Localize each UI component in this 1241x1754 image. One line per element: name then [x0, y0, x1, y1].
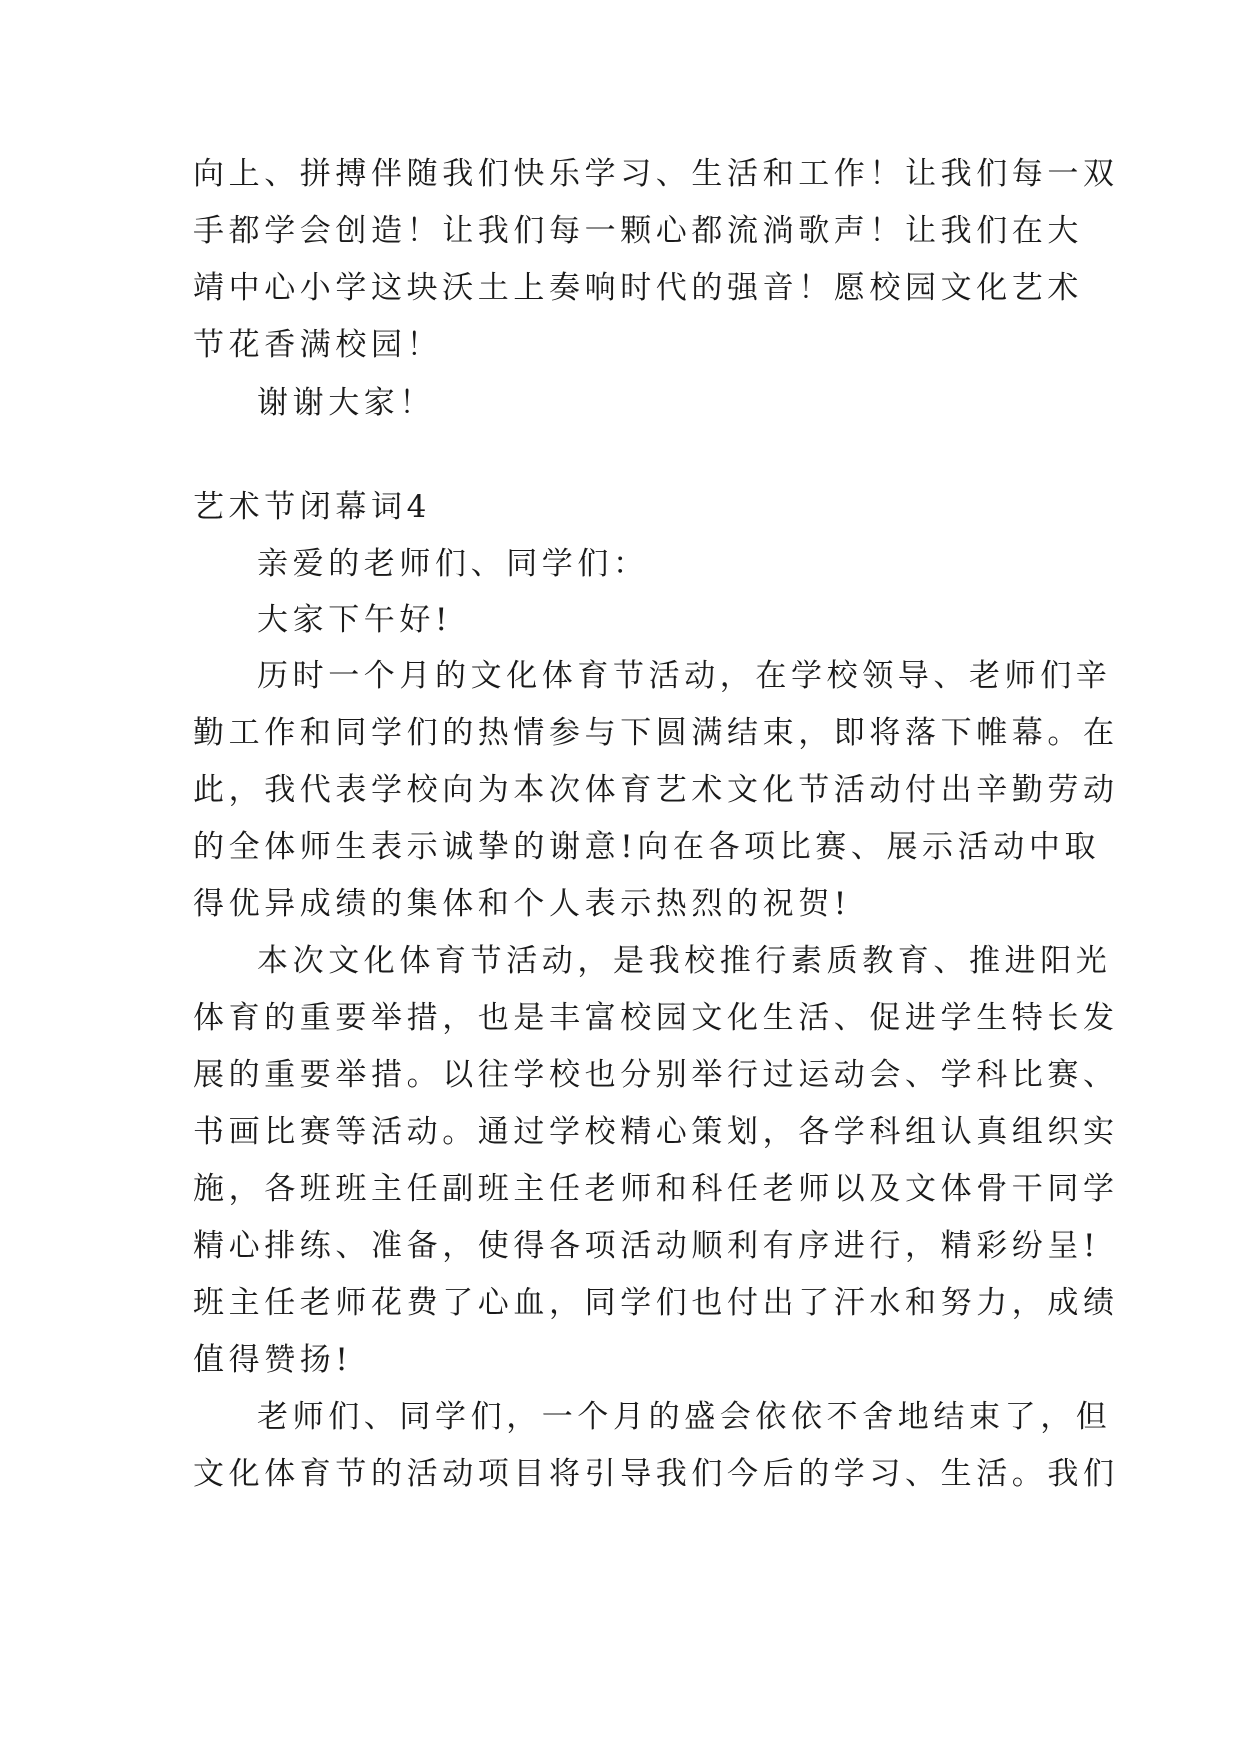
text-line: 精心排练、准备，使得各项活动顺利有序进行，精彩纷呈! [193, 1228, 1101, 1264]
text-line: 得优异成绩的集体和个人表示热烈的祝贺! [193, 886, 851, 922]
text-line: 此，我代表学校向为本次体育艺术文化节活动付出辛勤劳动 [193, 772, 1119, 808]
text-line: 勤工作和同学们的热情参与下圆满结束，即将落下帷幕。在 [193, 715, 1119, 751]
closing-thanks: 谢谢大家！ [257, 385, 435, 421]
salutation: 大家下午好! [257, 602, 453, 638]
text-line: 老师们、同学们，一个月的盛会依依不舍地结束了，但 [257, 1399, 1112, 1435]
text-line: 本次文化体育节活动，是我校推行素质教育、推进阳光 [257, 943, 1112, 979]
text-line: 书画比赛等活动。通过学校精心策划，各学科组认真组织实 [193, 1114, 1119, 1150]
text-line: 的全体师生表示诚挚的谢意!向在各项比赛、展示活动中取 [193, 829, 1101, 865]
text-line: 体育的重要举措，也是丰富校园文化生活、促进学生特长发 [193, 1000, 1119, 1036]
text-line: 向上、拼搏伴随我们快乐学习、生活和工作！让我们每一双 [193, 156, 1119, 192]
section-title: 艺术节闭幕词4 [193, 489, 431, 525]
text-line: 施，各班班主任副班主任老师和科任老师以及文体骨干同学 [193, 1171, 1119, 1207]
greeting: 亲爱的老师们、同学们： [257, 546, 649, 582]
text-line: 文化体育节的活动项目将引导我们今后的学习、生活。我们 [193, 1456, 1119, 1492]
text-line: 展的重要举措。以往学校也分别举行过运动会、学科比赛、 [193, 1057, 1119, 1093]
text-line: 班主任老师花费了心血，同学们也付出了汗水和努力，成绩 [193, 1285, 1119, 1321]
text-line: 历时一个月的文化体育节活动，在学校领导、老师们辛 [257, 658, 1112, 694]
text-line: 值得赞扬! [193, 1342, 353, 1378]
text-line: 手都学会创造！让我们每一颗心都流淌歌声！让我们在大 [193, 213, 1083, 249]
text-line: 靖中心小学这块沃土上奏响时代的强音！愿校园文化艺术 [193, 270, 1083, 306]
text-line: 节花香满校园！ [193, 327, 443, 363]
